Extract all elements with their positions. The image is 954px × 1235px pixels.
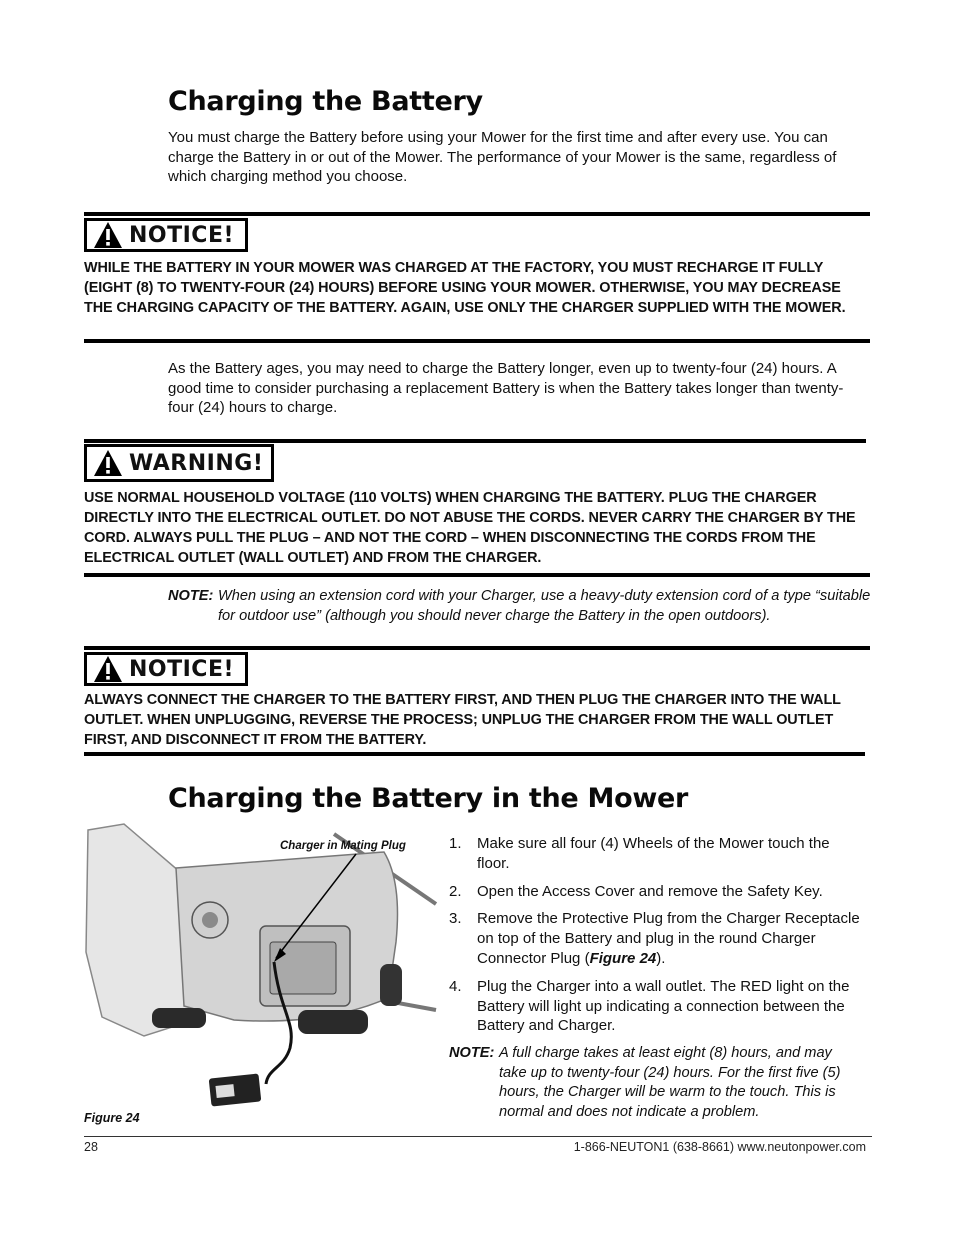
notice-text: WHILE THE BATTERY IN YOUR MOWER WAS CHARGED AT THE FACTORY, YOU MUST RECHARGE IT FULLY (EIGHT (8) TO TWENTY-FOUR (24) HOURS) BEFORE USING YOUR MOWER. OTHERWISE, YOU MAY DECREASE THE CHARGING CAPACITY OF THE BATTERY. AGAIN, USE ONLY THE CHARGER SUPPLIED WITH THE MOWER. [84,260,846,316]
step-number: 1. [449,835,462,852]
note-text: A full charge takes at least eight (8) hours, and may take up to twenty-four (24) hours. For the first five (5) hours, the Charger will be warm to the touch. This is normal and does not indicate a problem. [499,1045,841,1120]
extension-cord-note [168,587,874,626]
list-item [449,834,863,874]
page-title: Charging the Battery [168,86,483,117]
notice-top-rule [84,212,870,216]
step-text: Make sure all four (4) Wheels of the Mower touch the floor. [477,835,830,872]
notice2-label: NOTICE! [129,656,235,682]
step-text: Open the Access Cover and remove the Safety Key. [477,882,823,900]
warning-triangle-icon [93,655,123,683]
notice-badge [84,218,248,252]
step-text: Remove the Protective Plug from the Charger Receptacle on top of the Battery and plug in the round Charger Connector Plug (Figure 24). [477,910,860,967]
step-text: Plug the Charger into a wall outlet. The RED light on the Battery will light up indicating a connection between the Battery and Charger. [477,977,850,1035]
notice2-badge [84,652,248,686]
figure-reference: Figure 24 [589,949,657,967]
notice-label: NOTICE! [129,222,235,248]
figure-24 [84,822,440,1112]
list-item [449,977,863,1036]
step-number: 2. [449,882,462,900]
page-number: 28 [84,1140,98,1154]
battery-age-paragraph: As the Battery ages, you may need to charge the Battery longer, even up to twenty-four (24) hours. A good time to consider purchasing a replacement Battery is when the Battery takes longer than twenty-four (24) hours to charge. [168,360,844,417]
warning-triangle-icon [93,449,123,477]
footer-contact: 1-866-NEUTON1 (638-8661) www.neutonpower.com [573,1140,866,1154]
full-charge-note [449,1044,863,1122]
list-item [449,909,863,968]
note-text: When using an extension cord with your Charger, use a heavy-duty extension cord of a type “suitable for outdoor use” (although you should never charge the Battery in the open outdoors). [218,588,871,624]
note-label: NOTE: [449,1045,495,1062]
notice2-top-rule [84,646,870,650]
mower-illustration [84,822,440,1112]
notice2-bottom-rule [84,752,865,756]
steps-list [449,834,863,1036]
warning-bottom-rule [84,573,870,577]
warning-text: USE NORMAL HOUSEHOLD VOLTAGE (110 VOLTS) WHEN CHARGING THE BATTERY. PLUG THE CHARGER DIRECTLY INTO THE ELECTRICAL OUTLET. DO NOT ABUSE THE CORDS. NEVER CARRY THE CHARGER BY THE CORD. ALWAYS PULL THE PLUG – AND NOT THE CORD – WHEN DISCONNECTING THE CORDS FROM THE ELECTRICAL OUTLET (WALL OUTLET) AND FROM THE CHARGER. [84,490,856,566]
step-number: 4. [449,977,462,995]
figure-callout: Charger in Mating Plug [280,840,406,852]
footer-rule [84,1136,872,1137]
warning-top-rule [84,439,866,443]
intro-paragraph: You must charge the Battery before using your Mower for the first time and after every use. You can charge the Battery in or out of the Mower. The performance of your Mower is the same, regardless of which charging method you choose. [168,129,837,186]
step-number: 3. [449,910,462,928]
charging-steps [449,834,863,1122]
warning-badge [84,444,274,482]
notice-bottom-rule [84,339,870,343]
warning-label: WARNING! [129,450,264,476]
section-title-mower-charging: Charging the Battery in the Mower [168,783,688,814]
notice2-text: ALWAYS CONNECT THE CHARGER TO THE BATTERY FIRST, AND THEN PLUG THE CHARGER INTO THE WALL OUTLET. WHEN UNPLUGGING, REVERSE THE PROCESS; UNPLUG THE CHARGER FROM THE WALL OUTLET FIRST, AND DISCONNECT IT FROM THE BATTERY. [84,692,841,748]
warning-triangle-icon [93,221,123,249]
note-label: NOTE: [168,588,214,604]
figure-caption: Figure 24 [84,1111,140,1125]
list-item [449,882,863,902]
